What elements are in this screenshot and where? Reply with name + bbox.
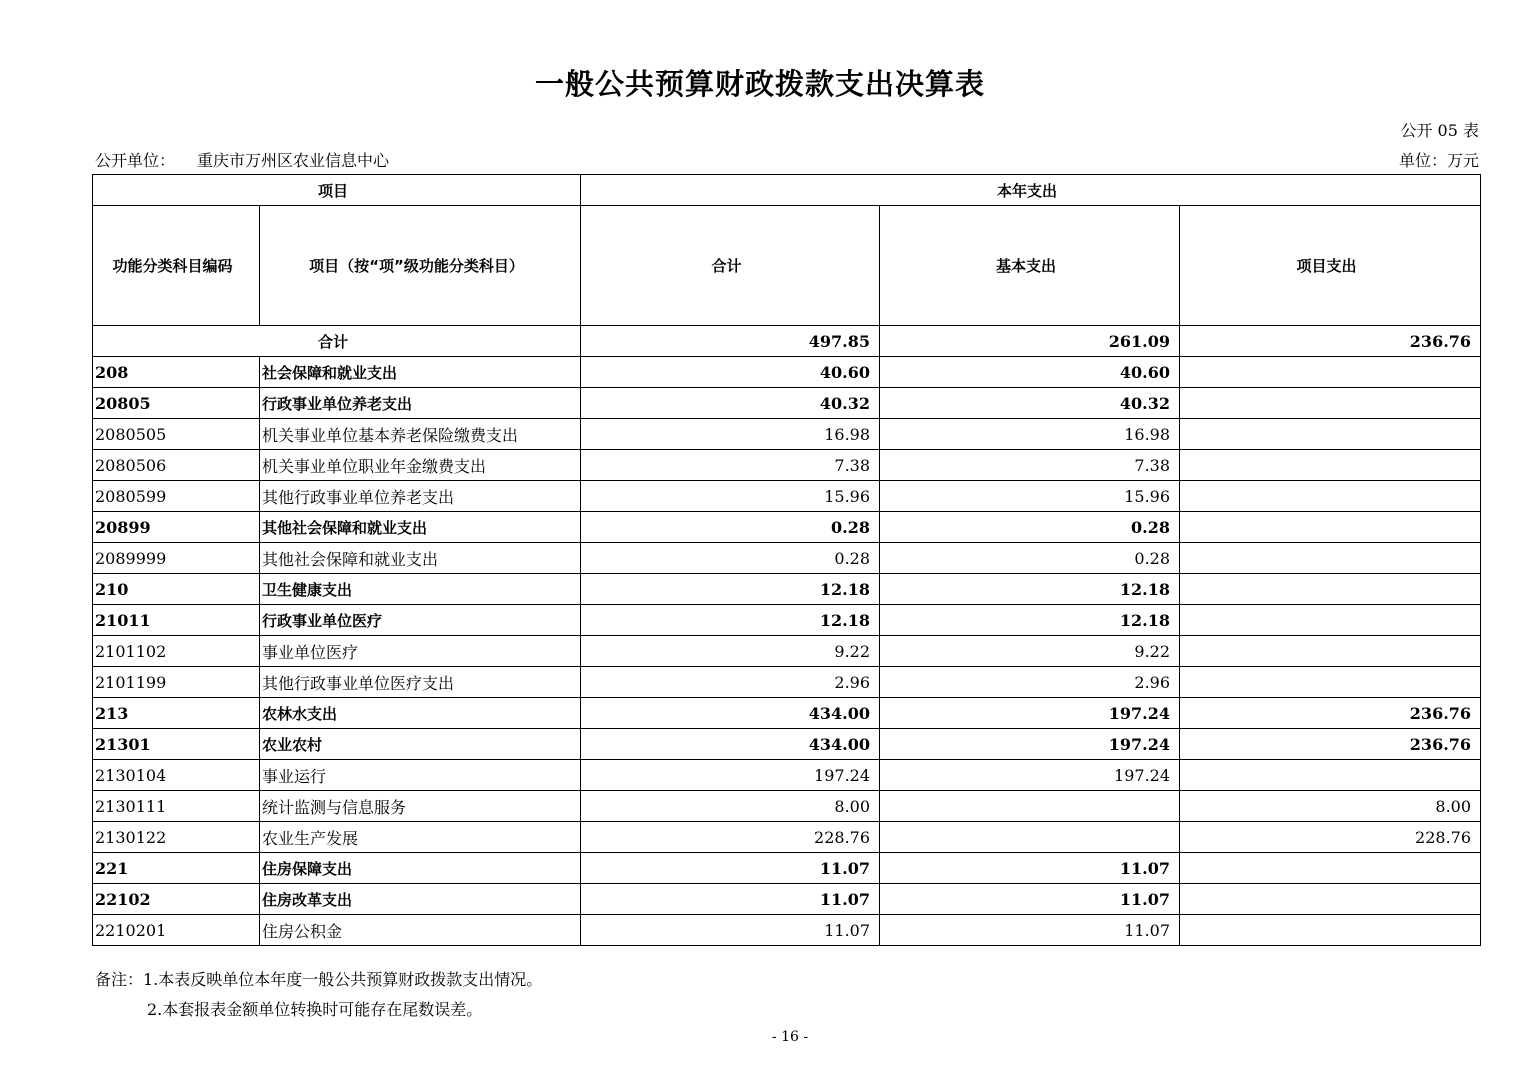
total-basic: 261.09 — [880, 326, 1180, 357]
row-name: 行政事业单位医疗 — [260, 605, 581, 636]
row-basic: 9.22 — [880, 636, 1180, 667]
table-row — [93, 667, 1481, 698]
currency-unit: 单位：万元 — [1398, 151, 1479, 170]
row-basic: 11.07 — [880, 884, 1180, 915]
reporting-unit — [95, 148, 389, 171]
row-total: 40.60 — [581, 357, 880, 388]
row-code: 21011 — [93, 605, 260, 636]
form-number: 公开 05 表 — [1400, 121, 1479, 140]
row-basic: 11.07 — [880, 915, 1180, 946]
row-code: 2101102 — [93, 636, 260, 667]
row-total: 7.38 — [581, 450, 880, 481]
table-row — [93, 419, 1481, 450]
row-project: 236.76 — [1180, 698, 1481, 729]
row-project — [1180, 915, 1481, 946]
row-code: 2101199 — [93, 667, 260, 698]
row-total: 0.28 — [581, 512, 880, 543]
row-project — [1180, 481, 1481, 512]
row-total: 9.22 — [581, 636, 880, 667]
header-row-1 — [93, 175, 1481, 206]
table-row — [93, 853, 1481, 884]
table-row — [93, 605, 1481, 636]
notes — [95, 965, 542, 1025]
table-row — [93, 884, 1481, 915]
row-code: 210 — [93, 574, 260, 605]
row-basic: 12.18 — [880, 605, 1180, 636]
table-row — [93, 512, 1481, 543]
row-basic — [880, 822, 1180, 853]
row-basic: 197.24 — [880, 698, 1180, 729]
table-row — [93, 450, 1481, 481]
table-row — [93, 698, 1481, 729]
row-name: 行政事业单位养老支出 — [260, 388, 581, 419]
row-basic: 16.98 — [880, 419, 1180, 450]
header-row-2 — [93, 206, 1481, 326]
row-basic: 15.96 — [880, 481, 1180, 512]
row-basic: 7.38 — [880, 450, 1180, 481]
row-total: 12.18 — [581, 574, 880, 605]
row-total: 197.24 — [581, 760, 880, 791]
row-name: 其他社会保障和就业支出 — [260, 543, 581, 574]
row-project — [1180, 388, 1481, 419]
row-total: 434.00 — [581, 729, 880, 760]
row-basic: 40.60 — [880, 357, 1180, 388]
row-code: 2130111 — [93, 791, 260, 822]
table-row — [93, 791, 1481, 822]
row-total: 434.00 — [581, 698, 880, 729]
total-project: 236.76 — [1180, 326, 1481, 357]
row-total: 12.18 — [581, 605, 880, 636]
row-project — [1180, 884, 1481, 915]
reporting-unit-label: 公开单位： — [95, 151, 176, 170]
row-name: 机关事业单位基本养老保险缴费支出 — [260, 419, 581, 450]
header-current-year: 本年支出 — [581, 175, 1481, 206]
row-code: 20899 — [93, 512, 260, 543]
row-name: 统计监测与信息服务 — [260, 791, 581, 822]
total-row — [93, 326, 1481, 357]
row-total: 8.00 — [581, 791, 880, 822]
row-name: 机关事业单位职业年金缴费支出 — [260, 450, 581, 481]
header-project: 项目支出 — [1180, 206, 1481, 326]
row-name: 卫生健康支出 — [260, 574, 581, 605]
table-row — [93, 574, 1481, 605]
row-total: 16.98 — [581, 419, 880, 450]
row-name: 农业生产发展 — [260, 822, 581, 853]
row-total: 2.96 — [581, 667, 880, 698]
row-project: 236.76 — [1180, 729, 1481, 760]
total-amount: 497.85 — [581, 326, 880, 357]
row-name: 事业运行 — [260, 760, 581, 791]
row-project — [1180, 605, 1481, 636]
row-total: 0.28 — [581, 543, 880, 574]
row-project — [1180, 760, 1481, 791]
row-code: 2130122 — [93, 822, 260, 853]
table-row — [93, 543, 1481, 574]
note-1: 备注：1.本表反映单位本年度一般公共预算财政拨款支出情况。 — [95, 970, 543, 989]
row-total: 11.07 — [581, 884, 880, 915]
page-number: - 16 - — [771, 1029, 809, 1045]
row-basic: 197.24 — [880, 760, 1180, 791]
row-code: 208 — [93, 357, 260, 388]
reporting-unit-name: 重庆市万州区农业信息中心 — [197, 151, 390, 170]
total-label: 合计 — [93, 326, 581, 357]
row-project — [1180, 450, 1481, 481]
header-name: 项目（按“项”级功能分类科目） — [260, 206, 581, 326]
row-name: 住房改革支出 — [260, 884, 581, 915]
table-row — [93, 636, 1481, 667]
row-total: 228.76 — [581, 822, 880, 853]
row-code: 2210201 — [93, 915, 260, 946]
row-code: 2080506 — [93, 450, 260, 481]
row-basic: 11.07 — [880, 853, 1180, 884]
row-project — [1180, 419, 1481, 450]
table-row — [93, 760, 1481, 791]
row-project — [1180, 667, 1481, 698]
row-name: 事业单位医疗 — [260, 636, 581, 667]
row-basic: 2.96 — [880, 667, 1180, 698]
row-code: 2089999 — [93, 543, 260, 574]
row-total: 11.07 — [581, 915, 880, 946]
row-name: 农业农村 — [260, 729, 581, 760]
row-name: 其他行政事业单位养老支出 — [260, 481, 581, 512]
row-code: 21301 — [93, 729, 260, 760]
table-row — [93, 357, 1481, 388]
row-project — [1180, 636, 1481, 667]
row-project: 8.00 — [1180, 791, 1481, 822]
row-basic — [880, 791, 1180, 822]
header-code: 功能分类科目编码 — [93, 206, 260, 326]
header-total: 合计 — [581, 206, 880, 326]
row-project — [1180, 512, 1481, 543]
row-code: 2130104 — [93, 760, 260, 791]
table-row — [93, 822, 1481, 853]
header-basic: 基本支出 — [880, 206, 1180, 326]
row-project — [1180, 853, 1481, 884]
row-project — [1180, 543, 1481, 574]
table-row — [93, 481, 1481, 512]
table-row — [93, 388, 1481, 419]
row-project — [1180, 357, 1481, 388]
row-basic: 0.28 — [880, 512, 1180, 543]
row-total: 40.32 — [581, 388, 880, 419]
row-total: 11.07 — [581, 853, 880, 884]
row-code: 22102 — [93, 884, 260, 915]
row-project: 228.76 — [1180, 822, 1481, 853]
expenditure-table — [92, 174, 1481, 946]
row-basic: 197.24 — [880, 729, 1180, 760]
row-name: 住房保障支出 — [260, 853, 581, 884]
row-name: 住房公积金 — [260, 915, 581, 946]
row-name: 农林水支出 — [260, 698, 581, 729]
row-project — [1180, 574, 1481, 605]
row-code: 2080599 — [93, 481, 260, 512]
row-name: 其他行政事业单位医疗支出 — [260, 667, 581, 698]
table-row — [93, 915, 1481, 946]
note-2: 2.本套报表金额单位转换时可能存在尾数误差。 — [147, 1000, 483, 1019]
row-basic: 0.28 — [880, 543, 1180, 574]
row-code: 213 — [93, 698, 260, 729]
row-code: 221 — [93, 853, 260, 884]
row-code: 2080505 — [93, 419, 260, 450]
table-row — [93, 729, 1481, 760]
row-basic: 40.32 — [880, 388, 1180, 419]
row-name: 社会保障和就业支出 — [260, 357, 581, 388]
row-total: 15.96 — [581, 481, 880, 512]
row-basic: 12.18 — [880, 574, 1180, 605]
row-name: 其他社会保障和就业支出 — [260, 512, 581, 543]
row-code: 20805 — [93, 388, 260, 419]
page-title: 一般公共预算财政拨款支出决算表 — [534, 67, 985, 101]
header-item: 项目 — [93, 175, 581, 206]
